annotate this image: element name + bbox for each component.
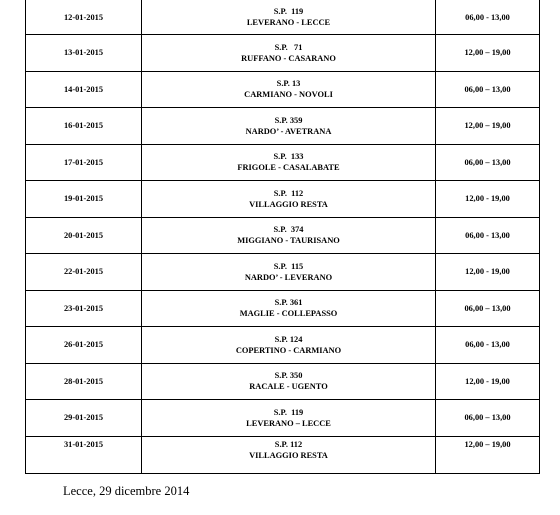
table-row <box>26 181 540 218</box>
date-cell: 31-01-2015 <box>26 436 142 473</box>
time-cell: 06,00 – 13,00 <box>436 144 540 181</box>
table-row <box>26 108 540 145</box>
table-row <box>26 254 540 291</box>
road-name: MIGGIANO - TAURISANO <box>237 236 340 246</box>
table-row <box>26 363 540 400</box>
date-cell: 14-01-2015 <box>26 71 142 108</box>
time-cell: 12,00 – 19,00 <box>436 108 540 145</box>
road-cell <box>142 35 436 72</box>
time-cell: 06,00 – 13,00 <box>436 71 540 108</box>
table-row <box>26 0 540 35</box>
schedule-body <box>26 0 540 473</box>
road-code: S.P. 374 <box>273 225 304 235</box>
road-code: S.P. 124 <box>274 334 303 344</box>
table-row <box>26 217 540 254</box>
road-cell <box>142 108 436 145</box>
road-code: S.P. 119 <box>273 407 304 417</box>
date-cell: 17-01-2015 <box>26 144 142 181</box>
date-cell: 29-01-2015 <box>26 400 142 437</box>
time-cell: 06,00 - 13,00 <box>436 0 540 35</box>
road-code: S.P. 112 <box>273 188 304 198</box>
date-cell: 26-01-2015 <box>26 327 142 364</box>
road-cell <box>142 400 436 437</box>
road-code: S.P. 359 <box>274 115 303 125</box>
road-code: S.P. 133 <box>273 152 304 162</box>
road-cell <box>142 181 436 218</box>
road-name: CARMIANO - NOVOLI <box>244 90 333 100</box>
date-cell: 13-01-2015 <box>26 35 142 72</box>
road-name: VILLAGGIO RESTA <box>249 199 328 209</box>
date-cell: 20-01-2015 <box>26 217 142 254</box>
road-code: S.P. 115 <box>273 261 304 271</box>
table-row <box>26 35 540 72</box>
road-name: FRIGOLE - CASALABATE <box>237 163 340 173</box>
time-cell: 12,00 – 19,00 <box>436 436 540 473</box>
road-cell <box>142 144 436 181</box>
date-cell: 23-01-2015 <box>26 290 142 327</box>
table-row <box>26 436 540 473</box>
road-cell <box>142 327 436 364</box>
road-name: NARDO’ - AVETRANA <box>245 126 332 136</box>
table-row <box>26 144 540 181</box>
road-name: COPERTINO - CARMIANO <box>235 345 342 355</box>
road-cell <box>142 71 436 108</box>
road-name: VILLAGGIO RESTA <box>249 450 328 460</box>
date-cell: 28-01-2015 <box>26 363 142 400</box>
road-cell <box>142 217 436 254</box>
time-cell: 06,00 - 13,00 <box>436 217 540 254</box>
date-cell: 16-01-2015 <box>26 108 142 145</box>
road-name: MAGLIE - COLLEPASSO <box>239 309 338 319</box>
date-cell: 12-01-2015 <box>26 0 142 35</box>
table-row <box>26 327 540 364</box>
date-cell: 19-01-2015 <box>26 181 142 218</box>
road-cell <box>142 436 436 473</box>
time-cell: 06,00 – 13,00 <box>436 400 540 437</box>
time-cell: 12,00 - 19,00 <box>436 181 540 218</box>
road-cell <box>142 290 436 327</box>
table-row <box>26 290 540 327</box>
road-name: NARDO’ - LEVERANO <box>244 272 333 282</box>
road-cell <box>142 254 436 291</box>
road-code: S.P. 112 <box>274 439 303 449</box>
road-cell <box>142 0 436 35</box>
road-code: S.P. 119 <box>273 7 304 16</box>
road-code: S.P. 71 <box>274 42 303 52</box>
time-cell: 06,00 - 13,00 <box>436 327 540 364</box>
time-cell: 12,00 – 19,00 <box>436 35 540 72</box>
road-code: S.P. 13 <box>276 79 301 89</box>
road-name: RUFFANO - CASARANO <box>241 53 336 63</box>
road-code: S.P. 361 <box>274 298 303 308</box>
time-cell: 12,00 - 19,00 <box>436 363 540 400</box>
road-cell <box>142 363 436 400</box>
road-code: S.P. 350 <box>274 371 303 381</box>
table-row <box>26 400 540 437</box>
place-date-footer: Lecce, 29 dicembre 2014 <box>63 484 190 498</box>
time-cell: 06,00 – 13,00 <box>436 290 540 327</box>
table-row <box>26 71 540 108</box>
date-cell: 22-01-2015 <box>26 254 142 291</box>
road-name: LEVERANO - LECCE <box>246 18 331 27</box>
schedule-table <box>25 0 540 474</box>
road-name: LEVERANO – LECCE <box>246 418 331 428</box>
road-name: RACALE - UGENTO <box>249 382 328 392</box>
time-cell: 12,00 - 19,00 <box>436 254 540 291</box>
